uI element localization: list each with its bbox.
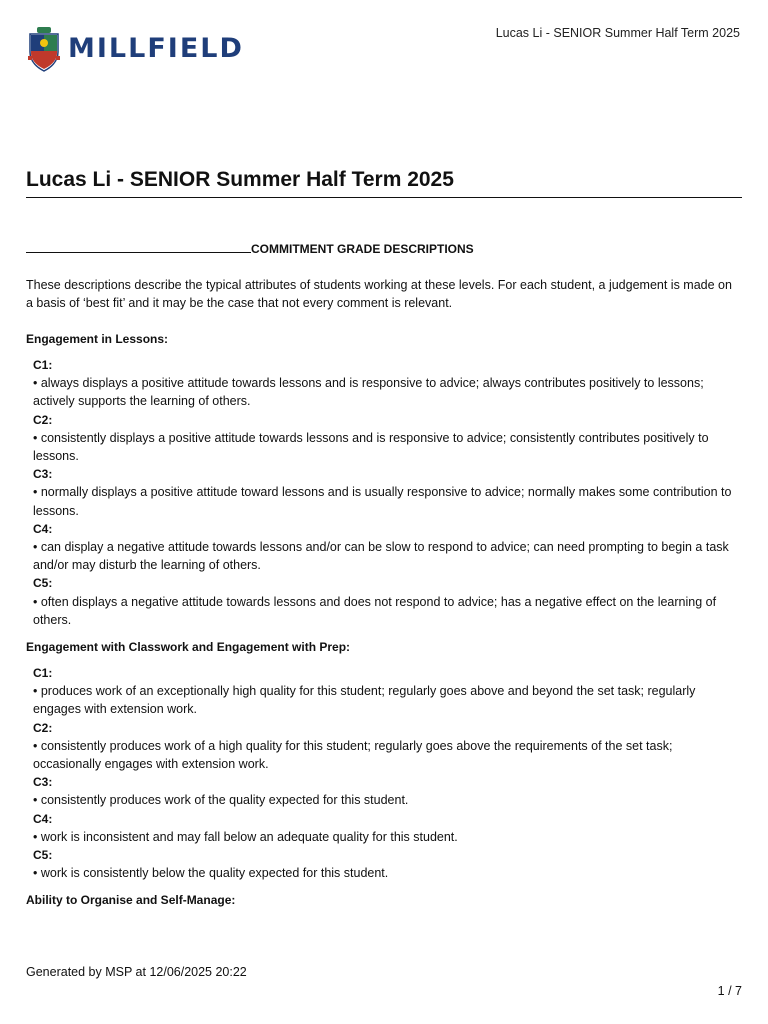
commitment-heading: COMMITMENT GRADE DESCRIPTIONS	[251, 242, 474, 256]
grade-label: C5:	[33, 848, 53, 863]
grade-description: • work is consistently below the quality expected for this student.	[33, 866, 389, 881]
grade-list-classwork-and-prep	[33, 664, 742, 882]
grade-description: • produces work of an exceptionally high quality for this student; regularly goes above and beyond the set task; regularly engages with extension work.	[33, 684, 696, 717]
grade-label: C2:	[33, 412, 53, 427]
grade-description: • consistently displays a positive attitude towards lessons and is responsive to advice; consistently contributes positively to lessons.	[33, 430, 709, 464]
grade-description: • work is inconsistent and may fall below an adequate quality for this student.	[33, 829, 458, 844]
grade-description: • normally displays a positive attitude toward lessons and is usually responsive to advice; normally makes some contribution to lessons.	[33, 485, 732, 518]
heading-rule	[26, 252, 251, 253]
commitment-heading-block	[26, 242, 474, 256]
grade-label: C1:	[33, 666, 53, 680]
grade-label: C4:	[33, 811, 53, 826]
section-heading-engagement-in-lessons: Engagement in Lessons:	[26, 332, 169, 346]
grade-description: • often displays a negative attitude towards lessons and does not respond to advice; has a negative effect on the learning of others.	[33, 594, 717, 627]
section-heading-classwork-and-prep: Engagement with Classwork and Engagement with Prep:	[26, 640, 351, 654]
grade-label: C4:	[33, 521, 53, 536]
running-header-title: Lucas Li - SENIOR Summer Half Term 2025	[495, 26, 740, 40]
grade-description: • can display a negative attitude towards lessons and/or can be slow to respond to advice; can need prompting to begin a task and/or may disturb the learning of others.	[33, 540, 729, 573]
grade-label: C2:	[33, 720, 53, 735]
page-title: Lucas Li - SENIOR Summer Half Term 2025	[26, 168, 742, 198]
grade-label: C3:	[33, 775, 53, 790]
grade-label: C1:	[33, 358, 53, 372]
intro-paragraph: These descriptions describe the typical attributes of students working at these levels. For each student, a judgement is made on a basis of ‘best fit’ and it may be the case that not every comment is relevant.	[26, 278, 732, 310]
grade-description: • always displays a positive attitude towards lessons and is responsive to advice; always contributes positively to lessons; actively supports the learning of others.	[33, 376, 704, 409]
section-heading-organise-self-manage: Ability to Organise and Self-Manage:	[26, 893, 236, 907]
grade-description: • consistently produces work of the quality expected for this student.	[33, 793, 409, 808]
grade-list-engagement-in-lessons	[33, 356, 742, 629]
grade-description: • consistently produces work of a high quality for this student; regularly goes above the requirements of the set task; occasionally engages with extension work.	[33, 738, 673, 772]
logo-wordmark: MILLFIELD	[68, 33, 244, 64]
generated-footer: Generated by MSP at 12/06/2025 20:22	[26, 965, 247, 979]
millfield-logo	[26, 26, 244, 72]
page-number: 1 / 7	[717, 984, 742, 998]
grade-label: C3:	[33, 467, 53, 482]
grade-label: C5:	[33, 576, 53, 591]
school-crest-icon	[26, 26, 62, 72]
